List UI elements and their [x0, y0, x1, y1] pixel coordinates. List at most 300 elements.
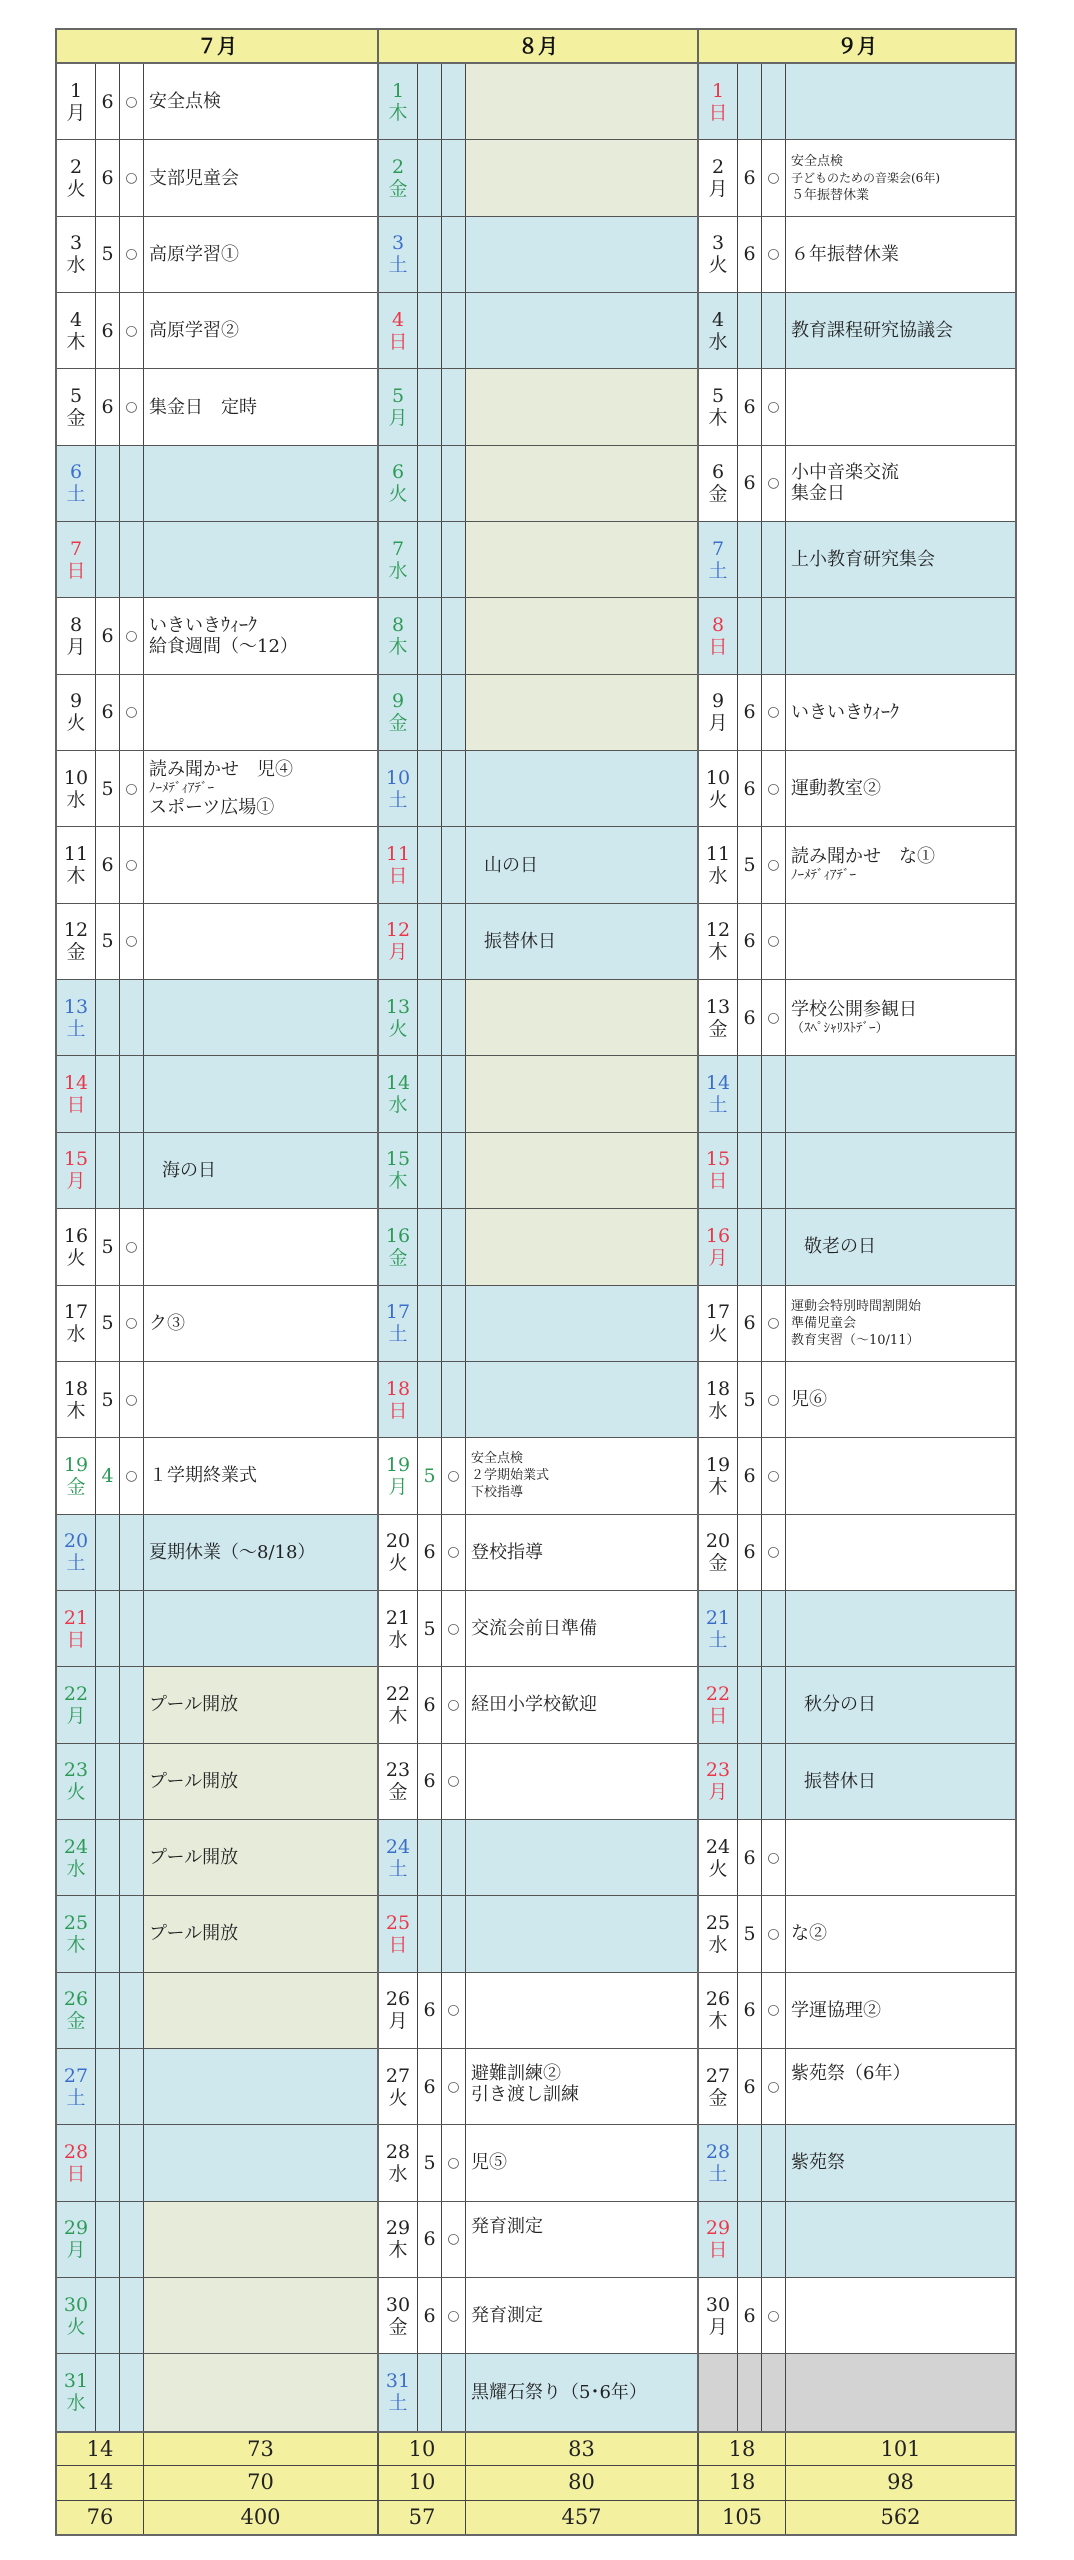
weekday: 金	[66, 1475, 86, 1498]
attendance-mark: ○	[762, 369, 786, 444]
lesson-count	[418, 1056, 442, 1131]
attendance-mark: ○	[762, 827, 786, 902]
lesson-count: 6	[418, 1973, 442, 2048]
event-cell	[466, 1133, 697, 1208]
lesson-count	[738, 522, 762, 597]
lesson-count: 6	[738, 1286, 762, 1361]
attendance-mark	[120, 2125, 144, 2200]
day-row	[57, 980, 377, 1056]
weekday: 水	[708, 330, 728, 353]
day-number: 18	[385, 1377, 411, 1400]
weekday: 金	[66, 407, 86, 430]
event-cell	[786, 140, 1015, 215]
day-number: 26	[385, 1988, 411, 2011]
weekday: 木	[388, 101, 408, 124]
lesson-count: 6	[96, 675, 120, 750]
day-number: 24	[705, 1835, 731, 1858]
weekday: 火	[388, 483, 408, 506]
event-cell	[144, 1973, 377, 2048]
month-header-august: ８月	[379, 30, 699, 62]
event-cell	[466, 904, 697, 979]
day-row	[57, 369, 377, 445]
day-number: 30	[63, 2293, 89, 2316]
date-cell	[57, 1896, 96, 1971]
day-row	[57, 2278, 377, 2354]
weekday: 金	[388, 1781, 408, 1804]
day-number: 11	[385, 843, 411, 866]
event-text: 運動教室②	[791, 778, 881, 800]
event-text: 山の日	[484, 854, 538, 876]
day-number: 16	[63, 1224, 89, 1247]
weekday: 金	[388, 712, 408, 735]
lesson-count: 5	[738, 1362, 762, 1437]
event-text: 教育課程研究協議会	[791, 320, 953, 342]
event-cell	[786, 64, 1015, 139]
event-text: 給食週間（～12）	[149, 636, 298, 658]
date-cell	[699, 1667, 738, 1742]
weekday: 日	[708, 636, 728, 659]
event-cell	[466, 2354, 697, 2430]
day-number: 3	[69, 232, 83, 255]
day-row	[699, 1056, 1015, 1132]
weekday: 水	[66, 2392, 86, 2415]
lesson-count	[418, 904, 442, 979]
event-cell	[144, 369, 377, 444]
day-number: 9	[391, 690, 405, 713]
weekday: 土	[66, 1552, 86, 1575]
event-text: ク③	[149, 1312, 185, 1334]
event-cell	[466, 1896, 697, 1971]
day-row	[699, 369, 1015, 445]
lesson-count	[96, 2049, 120, 2124]
event-cell	[466, 1056, 697, 1131]
day-number: 22	[385, 1682, 411, 1705]
attendance-mark	[120, 1820, 144, 1895]
weekday: 木	[388, 1170, 408, 1193]
event-cell	[786, 1591, 1015, 1666]
day-number: 15	[705, 1148, 731, 1171]
lesson-count	[418, 140, 442, 215]
event-text: ６年振替休業	[791, 243, 899, 265]
day-number: 25	[705, 1911, 731, 1934]
attendance-mark	[120, 522, 144, 597]
attendance-mark: ○	[442, 2278, 466, 2353]
date-cell	[699, 2049, 738, 2124]
attendance-mark: ○	[442, 1591, 466, 1666]
day-number: 8	[69, 614, 83, 637]
event-cell	[466, 2049, 697, 2124]
event-cell	[144, 598, 377, 673]
event-cell	[466, 446, 697, 521]
event-cell	[466, 1362, 697, 1437]
day-row	[379, 1056, 697, 1132]
day-row	[379, 1667, 697, 1743]
day-row	[379, 140, 697, 216]
lesson-count: 6	[418, 1744, 442, 1819]
day-row	[57, 2202, 377, 2278]
date-cell	[379, 293, 418, 368]
date-cell	[379, 446, 418, 521]
day-number: 13	[705, 995, 731, 1018]
event-text: 避難訓練②	[471, 2062, 561, 2084]
weekday: 木	[388, 1704, 408, 1727]
day-row	[379, 2125, 697, 2201]
date-cell	[379, 751, 418, 826]
day-number: 10	[63, 766, 89, 789]
lesson-count: 6	[738, 2278, 762, 2353]
date-cell	[57, 1973, 96, 2048]
event-cell	[144, 1591, 377, 1666]
attendance-mark	[120, 2202, 144, 2277]
day-row	[699, 675, 1015, 751]
attendance-mark	[442, 980, 466, 1055]
weekday: 木	[388, 636, 408, 659]
date-cell	[57, 64, 96, 139]
weekday: 水	[708, 1399, 728, 1422]
date-cell	[699, 2278, 738, 2353]
lesson-count	[418, 522, 442, 597]
attendance-mark: ○	[120, 1438, 144, 1513]
lesson-count	[96, 1973, 120, 2048]
day-number: 29	[385, 2217, 411, 2240]
date-cell	[57, 904, 96, 979]
attendance-mark	[442, 217, 466, 292]
date-cell	[379, 64, 418, 139]
event-cell	[144, 751, 377, 826]
event-cell	[786, 2049, 1015, 2124]
attendance-mark	[762, 598, 786, 673]
event-cell	[144, 2049, 377, 2124]
event-cell	[786, 2278, 1015, 2353]
event-cell	[144, 1362, 377, 1437]
day-row	[699, 1209, 1015, 1285]
day-number: 14	[705, 1072, 731, 1095]
date-cell	[699, 1515, 738, 1590]
day-number: 8	[711, 614, 725, 637]
day-number: 22	[705, 1682, 731, 1705]
attendance-mark	[762, 2125, 786, 2200]
weekday: 日	[66, 2162, 86, 2185]
date-cell	[699, 1744, 738, 1819]
event-cell	[144, 140, 377, 215]
attendance-mark	[762, 522, 786, 597]
event-text: 下校指導	[471, 1485, 524, 1501]
day-number: 12	[385, 919, 411, 942]
event-cell	[786, 1133, 1015, 1208]
weekday: 水	[388, 1094, 408, 1117]
event-cell	[466, 1820, 697, 1895]
date-cell	[57, 2354, 96, 2430]
day-number: 29	[705, 2217, 731, 2240]
attendance-mark: ○	[120, 904, 144, 979]
lesson-count	[96, 2278, 120, 2353]
event-cell	[466, 369, 697, 444]
attendance-mark	[120, 2354, 144, 2430]
event-text: （ｽﾍﾟｼｬﾘｽﾄﾃﾞｰ）	[791, 1020, 889, 1036]
weekday: 火	[66, 1781, 86, 1804]
day-row	[57, 217, 377, 293]
event-text: １学期終業式	[149, 1465, 257, 1487]
day-number: 17	[705, 1301, 731, 1324]
date-cell	[699, 293, 738, 368]
event-text: 読み聞かせ な①	[791, 846, 935, 868]
attendance-mark	[442, 904, 466, 979]
lesson-count	[96, 1667, 120, 1742]
date-cell	[57, 2278, 96, 2353]
event-text: 安全点検	[149, 91, 221, 113]
event-cell	[786, 1973, 1015, 2048]
attendance-mark: ○	[120, 598, 144, 673]
weekday: 水	[388, 2162, 408, 2185]
date-cell	[699, 446, 738, 521]
day-number: 29	[63, 2217, 89, 2240]
attendance-mark	[442, 1133, 466, 1208]
weekday: 日	[708, 2239, 728, 2262]
event-cell	[786, 904, 1015, 979]
day-row	[57, 1973, 377, 2049]
event-text: 敬老の日	[804, 1236, 876, 1258]
event-cell	[466, 2125, 697, 2200]
attendance-mark: ○	[762, 140, 786, 215]
attendance-mark	[762, 1209, 786, 1284]
weekday: 木	[708, 941, 728, 964]
lesson-count	[738, 64, 762, 139]
weekday: 月	[66, 636, 86, 659]
attendance-mark: ○	[442, 2125, 466, 2200]
event-text: いきいきｳｨｰｸ	[149, 615, 257, 637]
day-row	[699, 904, 1015, 980]
month-header-september: ９月	[837, 34, 877, 58]
event-text: 黒耀石祭り（5･6年）	[471, 2381, 647, 2403]
event-text: ﾉｰﾒﾃﾞｨｱﾃﾞｰ	[149, 781, 214, 797]
attendance-mark: ○	[762, 675, 786, 750]
total-hours: 457	[466, 2501, 699, 2535]
weekday: 水	[708, 865, 728, 888]
event-cell	[466, 1744, 697, 1819]
attendance-mark: ○	[762, 1973, 786, 2048]
date-cell	[57, 827, 96, 902]
attendance-mark	[442, 64, 466, 139]
lesson-count: 6	[738, 751, 762, 826]
weekday: 水	[66, 788, 86, 811]
date-cell	[379, 1744, 418, 1819]
event-cell	[144, 1286, 377, 1361]
day-number: 7	[69, 537, 83, 560]
event-text: 児⑥	[791, 1389, 827, 1411]
date-cell	[379, 217, 418, 292]
event-cell	[144, 1820, 377, 1895]
day-row	[57, 1438, 377, 1514]
day-row	[57, 1820, 377, 1896]
lesson-count	[738, 2202, 762, 2277]
day-row	[379, 675, 697, 751]
day-row	[699, 1896, 1015, 1972]
date-cell	[57, 369, 96, 444]
date-cell	[379, 2202, 418, 2277]
date-cell	[57, 1667, 96, 1742]
day-row	[699, 217, 1015, 293]
day-row	[379, 64, 697, 140]
attendance-mark	[762, 1744, 786, 1819]
date-cell	[57, 1209, 96, 1284]
day-row	[699, 446, 1015, 522]
event-text: 振替休日	[484, 930, 556, 952]
event-cell	[466, 1209, 697, 1284]
date-cell	[699, 64, 738, 139]
date-cell	[699, 904, 738, 979]
date-cell	[57, 1515, 96, 1590]
day-number: 28	[63, 2140, 89, 2163]
date-cell	[699, 217, 738, 292]
day-row	[57, 904, 377, 980]
attendance-mark	[442, 1209, 466, 1284]
day-row	[57, 64, 377, 140]
lesson-count	[96, 522, 120, 597]
day-number: 5	[391, 385, 405, 408]
date-cell	[379, 1591, 418, 1666]
day-row	[699, 293, 1015, 369]
total-days: 57	[379, 2501, 466, 2535]
date-cell	[57, 1591, 96, 1666]
attendance-mark	[442, 1362, 466, 1437]
total-hours: 70	[144, 2466, 379, 2500]
weekday: 月	[66, 101, 86, 124]
event-cell	[144, 64, 377, 139]
date-cell	[379, 598, 418, 673]
attendance-mark	[442, 140, 466, 215]
day-row	[57, 2125, 377, 2201]
day-row	[57, 1744, 377, 1820]
day-number: 2	[69, 156, 83, 179]
day-number: 5	[69, 385, 83, 408]
attendance-mark: ○	[762, 217, 786, 292]
month-column-september	[699, 64, 1015, 2431]
attendance-mark	[762, 1591, 786, 1666]
day-row	[379, 217, 697, 293]
event-cell	[144, 2354, 377, 2430]
attendance-mark: ○	[442, 1744, 466, 1819]
weekday: 金	[708, 1552, 728, 1575]
attendance-mark	[762, 64, 786, 139]
lesson-count	[96, 980, 120, 1055]
lesson-count: 6	[96, 140, 120, 215]
attendance-mark: ○	[120, 827, 144, 902]
day-row	[57, 751, 377, 827]
day-number: 5	[711, 385, 725, 408]
attendance-mark	[442, 1896, 466, 1971]
attendance-mark: ○	[762, 904, 786, 979]
day-number: 25	[63, 1911, 89, 1934]
attendance-mark: ○	[762, 1286, 786, 1361]
day-row	[699, 522, 1015, 598]
lesson-count	[418, 1362, 442, 1437]
weekday: 火	[66, 178, 86, 201]
day-row	[379, 751, 697, 827]
lesson-count	[418, 827, 442, 902]
weekday: 月	[708, 2315, 728, 2338]
weekday: 金	[388, 2315, 408, 2338]
day-number: 4	[69, 308, 83, 331]
date-cell	[699, 1209, 738, 1284]
day-number: 31	[385, 2370, 411, 2393]
weekday: 土	[708, 1628, 728, 1651]
date-cell	[379, 1438, 418, 1513]
day-number: 2	[711, 156, 725, 179]
date-cell	[379, 904, 418, 979]
date-cell	[57, 293, 96, 368]
event-cell	[144, 522, 377, 597]
weekday: 金	[708, 2086, 728, 2109]
day-number: 19	[63, 1453, 89, 1476]
day-row	[57, 140, 377, 216]
weekday: 土	[708, 2162, 728, 2185]
day-number: 2	[391, 156, 405, 179]
event-cell	[786, 980, 1015, 1055]
day-row	[57, 2354, 377, 2430]
day-number: 9	[711, 690, 725, 713]
day-number: 6	[391, 461, 405, 484]
weekday: 月	[708, 178, 728, 201]
attendance-mark: ○	[442, 2049, 466, 2124]
lesson-count	[738, 293, 762, 368]
attendance-mark	[762, 2202, 786, 2277]
day-row	[379, 2049, 697, 2125]
weekday: 木	[66, 1933, 86, 1956]
date-cell	[57, 1056, 96, 1131]
day-number: 21	[385, 1606, 411, 1629]
date-cell	[57, 140, 96, 215]
day-number: 17	[385, 1301, 411, 1324]
date-cell	[57, 2202, 96, 2277]
event-cell	[786, 1362, 1015, 1437]
date-cell	[379, 1515, 418, 1590]
date-cell	[57, 1438, 96, 1513]
event-cell	[786, 751, 1015, 826]
attendance-mark: ○	[442, 1438, 466, 1513]
lesson-count: 6	[738, 1973, 762, 2048]
event-text: 経田小学校歓迎	[471, 1694, 597, 1716]
attendance-mark	[442, 1820, 466, 1895]
day-row	[379, 1286, 697, 1362]
event-text: 学校公開参観日	[791, 998, 917, 1020]
event-cell	[786, 675, 1015, 750]
lesson-count: 6	[96, 293, 120, 368]
day-row	[379, 1820, 697, 1896]
event-cell	[466, 598, 697, 673]
date-cell	[699, 369, 738, 444]
day-row	[699, 751, 1015, 827]
event-cell	[786, 1896, 1015, 1971]
event-cell	[786, 1286, 1015, 1361]
event-cell	[144, 1744, 377, 1819]
event-text: 秋分の日	[804, 1694, 876, 1716]
date-cell	[699, 1286, 738, 1361]
attendance-mark: ○	[442, 2202, 466, 2277]
weekday: 火	[708, 1323, 728, 1346]
day-row	[57, 293, 377, 369]
attendance-mark: ○	[120, 1362, 144, 1437]
date-cell	[379, 2125, 418, 2200]
day-number: 16	[385, 1224, 411, 1247]
day-row	[699, 598, 1015, 674]
day-row	[57, 675, 377, 751]
event-cell	[144, 1667, 377, 1742]
attendance-mark	[442, 1056, 466, 1131]
event-text: 安全点検	[471, 1451, 524, 1467]
lesson-count	[418, 675, 442, 750]
day-number: 27	[63, 2064, 89, 2087]
day-number: 21	[63, 1606, 89, 1629]
